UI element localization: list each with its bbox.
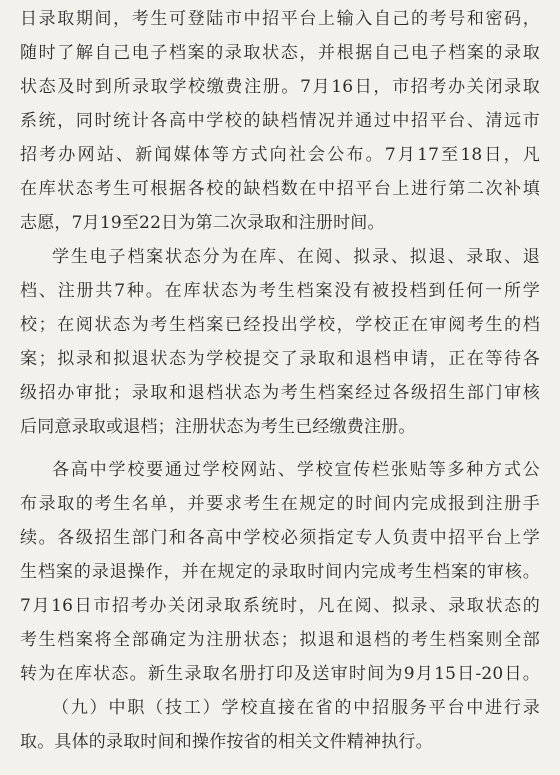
paragraph-1-line-6: 在库状态考生可根据各校的缺档数在中招平台上进行第二次补填 xyxy=(20,179,540,199)
paragraph-1-line-7: 志愿，7月19至22日为第二次录取和注册时间。 xyxy=(20,213,385,233)
paragraph-1-line-5: 招考办网站、新闻媒体等方式向社会公布。7月17至18日，凡 xyxy=(20,145,540,165)
paragraph-2-line-3: 校；在阅状态为考生档案已经投出学校，学校正在审阅考生的档 xyxy=(20,315,540,335)
paragraph-2-line-6: 后同意录取或退档；注册状态为考生已经缴费注册。 xyxy=(20,417,416,437)
paragraph-1-line-3: 状态及时到所录取学校缴费注册。7月16日，市招考办关闭录取 xyxy=(20,77,540,97)
paragraph-2-line-4: 案；拟录和拟退状态为学校提交了录取和退档申请，正在等待各 xyxy=(20,349,540,369)
paragraph-3-line-4: 生档案的录退操作，并在规定的录取时间内完成考生档案的审核。 xyxy=(20,562,540,582)
paragraph-2-line-1: 学生电子档案状态分为在库、在阅、拟录、拟退、录取、退 xyxy=(52,247,540,267)
paragraph-2-line-2: 档、注册共7种。在库状态为考生档案没有被投档到任何一所学 xyxy=(20,281,540,301)
paragraph-3-line-5: 7月16日市招考办关闭录取系统时，凡在阅、拟录、录取状态的 xyxy=(20,596,540,616)
paragraph-1-line-2: 随时了解自己电子档案的录取状态，并根据自己电子档案的录取 xyxy=(20,43,540,63)
paragraph-1-line-4: 系统，同时统计各高中学校的缺档情况并通过中招平台、清远市 xyxy=(20,111,540,131)
paragraph-2-line-5: 级招办审批；录取和退档状态为考生档案经过各级招生部门审核 xyxy=(20,383,540,403)
paragraph-3-line-2: 布录取的考生名单，并要求考生在规定的时间内完成报到注册手 xyxy=(20,494,540,514)
paragraph-3-line-3: 续。各级招生部门和各高中学校必须指定专人负责中招平台上学 xyxy=(20,528,540,548)
paragraph-3-line-6: 考生档案将全部确定为注册状态；拟退和退档的考生档案则全部 xyxy=(20,630,540,650)
paragraph-1-line-1: 日录取期间，考生可登陆市中招平台上输入自己的考号和密码， xyxy=(20,9,540,29)
paragraph-4-line-2: 取。具体的录取时间和操作按省的相关文件精神执行。 xyxy=(20,732,433,752)
paragraph-3-line-1: 各高中学校要通过学校网站、学校宣传栏张贴等多种方式公 xyxy=(52,460,540,480)
paragraph-4-line-1: （九）中职（技工）学校直接在省的中招服务平台中进行录 xyxy=(52,698,540,718)
paragraph-3-line-7: 转为在库状态。新生录取名册打印及送审时间为9月15日-20日。 xyxy=(20,664,540,684)
